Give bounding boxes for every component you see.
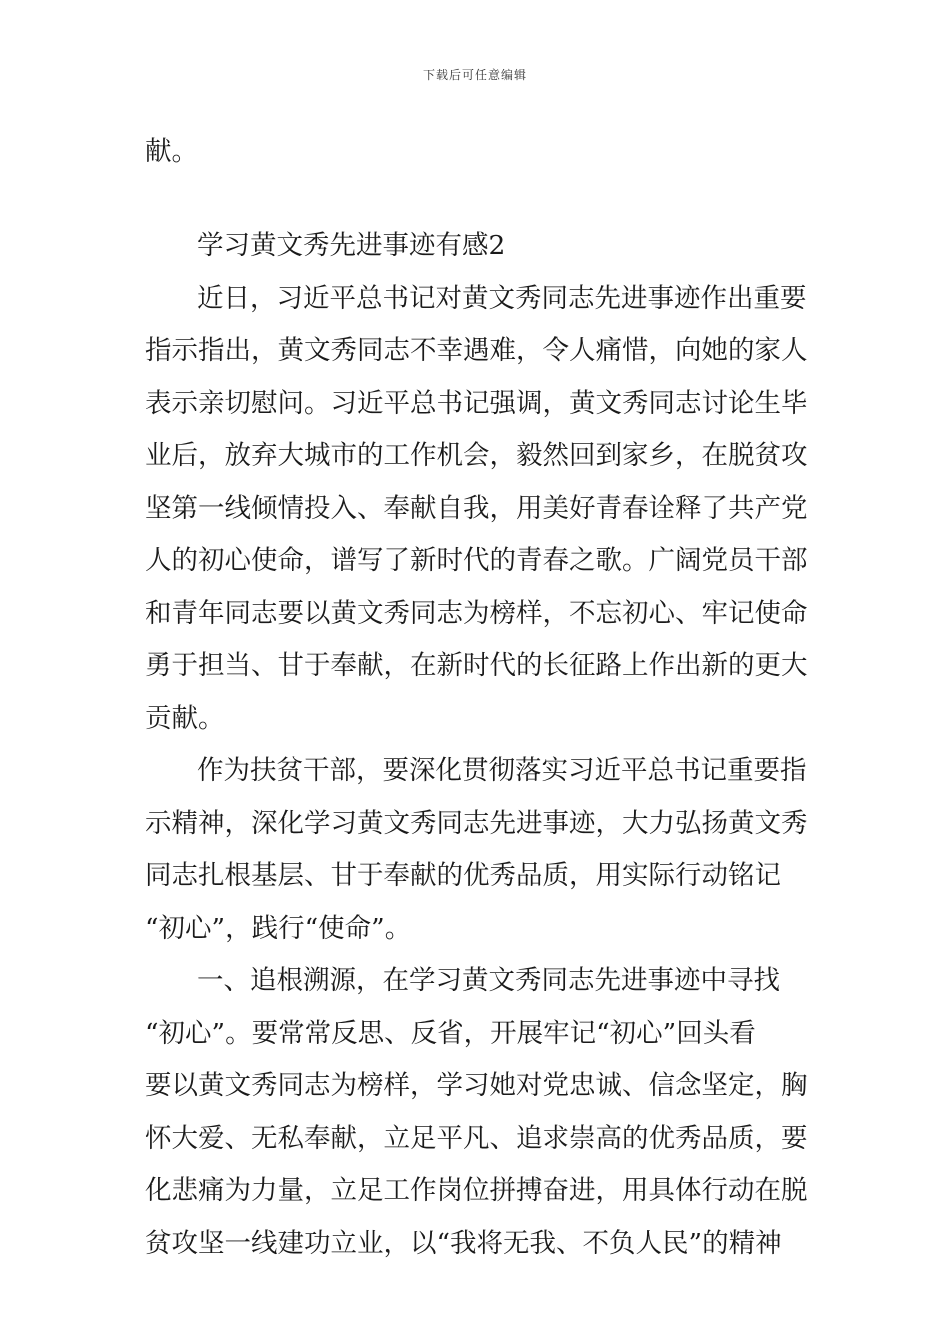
section-heading: 学习黄文秀先进事迹有感2 — [197, 230, 506, 261]
text-line: 示精神，深化学习黄文秀同志先进事迹，大力弘扬黄文秀 — [145, 808, 808, 839]
text-line: 化悲痛为力量，立足工作岗位拼搏奋进，用具体行动在脱 — [145, 1175, 808, 1206]
text-line: 怀大爱、无私奉献，立足平凡、追求崇高的优秀品质，要 — [145, 1123, 808, 1154]
text-line: 贡献。 — [145, 703, 225, 734]
text-line: 指示指出，黄文秀同志不幸遇难，令人痛惜，向她的家人 — [145, 335, 808, 366]
text-line: 勇于担当、甘于奉献，在新时代的长征路上作出新的更大 — [145, 650, 808, 681]
text-line: 表示亲切慰问。习近平总书记强调，黄文秀同志讨论生毕 — [145, 388, 808, 419]
text-line: 同志扎根基层、甘于奉献的优秀品质，用实际行动铭记 — [145, 860, 781, 891]
text-line: 贫攻坚一线建功立业，以“我将无我、不负人民”的精神 — [145, 1228, 782, 1259]
text-line: 献。 — [145, 136, 198, 167]
text-line: 业后，放弃大城市的工作机会，毅然回到家乡，在脱贫攻 — [145, 440, 808, 471]
text-line: 人的初心使命，谱写了新时代的青春之歌。广阔党员干部 — [145, 545, 808, 576]
page-header: 下载后可任意编辑 — [422, 68, 527, 82]
text-line: 要以黄文秀同志为榜样，学习她对党忠诚、信念坚定，胸 — [145, 1070, 808, 1101]
text-line: 和青年同志要以黄文秀同志为榜样，不忘初心、牢记使命 — [145, 598, 808, 629]
text-line: 一、追根溯源，在学习黄文秀同志先进事迹中寻找 — [197, 965, 780, 996]
text-line: 作为扶贫干部，要深化贯彻落实习近平总书记重要指 — [197, 755, 807, 786]
text-line: “初心”，践行“使命”。 — [145, 913, 412, 944]
text-line: 坚第一线倾情投入、奉献自我，用美好青春诠释了共产党 — [145, 493, 808, 524]
text-line: “初心”。要常常反思、反省，开展牢记“初心”回头看 — [145, 1018, 756, 1049]
text-line: 近日，习近平总书记对黄文秀同志先进事迹作出重要 — [197, 283, 807, 314]
